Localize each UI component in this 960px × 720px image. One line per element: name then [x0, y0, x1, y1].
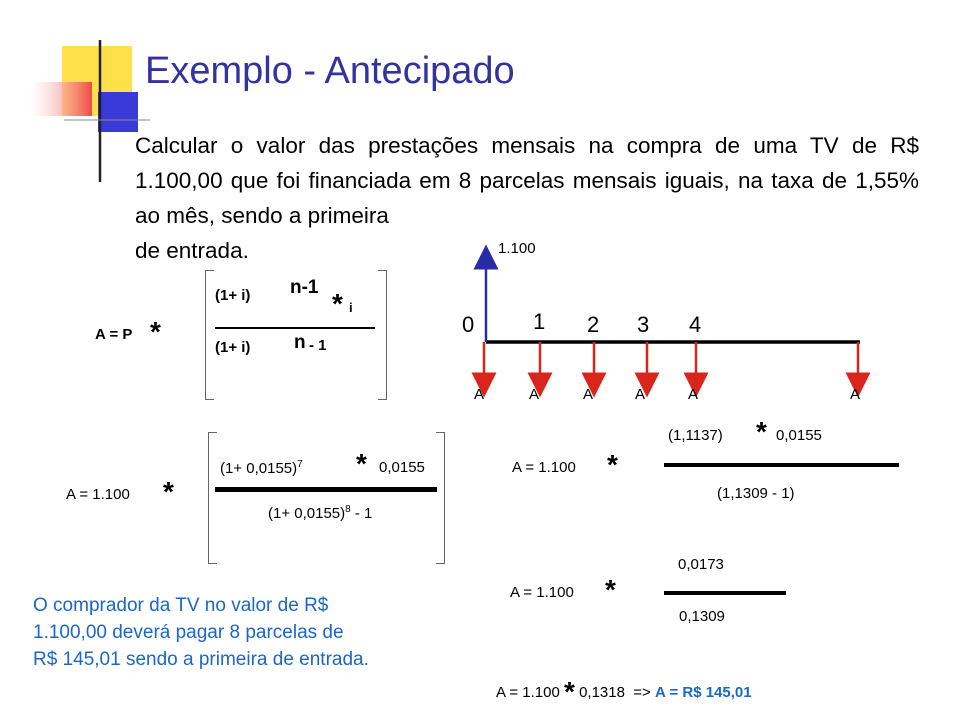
calc1-numerator [220, 459, 303, 477]
calc1-numerator-rate: 0,0155 [379, 459, 425, 476]
calc2-denominator: (1,1309 - 1) [717, 485, 795, 502]
payment-label-1: A [529, 386, 540, 403]
formula-multiply: * [150, 316, 161, 347]
payment-label-3: A [635, 386, 646, 403]
formula-denominator-exponent: n [294, 332, 306, 353]
calc1-bracket-left [208, 432, 217, 564]
formula-fraction-bar [215, 327, 375, 329]
cash-flow-diagram [440, 235, 890, 405]
problem-text: Calcular o valor das prestações mensais na compra de uma TV de R$ 1.100,00 que foi financiada em 8 parcelas mensais iguais, na taxa de 1,55% ao mês, sendo a primeira [135, 133, 919, 228]
calc1-denominator-base: (1+ 0,0155) [268, 505, 346, 522]
formula-denominator-minus: - 1 [309, 337, 327, 354]
calc2-numerator-multiply: * [756, 416, 767, 447]
formula-numerator-base: (1+ i) [215, 287, 251, 304]
problem-text-last: de entrada. [135, 238, 249, 263]
calc1-denominator-minus: - 1 [354, 505, 373, 522]
payment-label-7: A [850, 386, 861, 403]
calc2-numerator-left: (1,1137) [668, 427, 723, 444]
payment-label-4: A [688, 386, 699, 403]
final-lhs: A = 1.100 [496, 684, 560, 701]
corner-decoration [0, 0, 150, 190]
page-title: Exemplo - Antecipado [145, 50, 515, 92]
final-result: A = R$ 145,01 [655, 684, 752, 701]
payment-label-0: A [474, 386, 485, 403]
deco-red-square [30, 82, 92, 116]
calc2-fraction-bar [664, 463, 899, 467]
final-result-line [496, 676, 752, 708]
calc1-denominator [268, 504, 372, 522]
calc3-lhs: A = 1.100 [510, 584, 574, 601]
final-factor: 0,1318 [579, 684, 625, 701]
period-label-1: 1 [533, 309, 546, 334]
calc2-numerator-right: 0,0155 [776, 427, 822, 444]
calc1-numerator-base: (1+ 0,0155) [220, 460, 298, 477]
payment-label-2: A [583, 386, 594, 403]
final-arrow: => [633, 684, 651, 701]
calc1-lhs: A = 1.100 [66, 486, 130, 503]
calc1-numerator-exponent: 7 [297, 459, 303, 470]
calc1-multiply: * [163, 476, 174, 507]
present-value-label: 1.100 [498, 240, 536, 257]
formula-numerator-multiply: * [332, 288, 343, 319]
calc1-fraction-bar [215, 487, 437, 492]
period-label-3: 3 [637, 312, 650, 337]
calc2-lhs: A = 1.100 [512, 459, 576, 476]
calc3-multiply: * [605, 574, 616, 605]
calc1-bracket-right [436, 432, 445, 564]
calc3-numerator: 0,0173 [678, 556, 724, 573]
final-multiply: * [563, 676, 575, 707]
conclusion-note: O comprador da TV no valor de R$ 1.100,00 deverá pagar 8 parcelas de R$ 145,01 sendo a primeira de entrada. [33, 595, 369, 670]
formula-bracket-right [378, 270, 387, 400]
formula-numerator-rate: i [349, 300, 353, 315]
formula-numerator-exponent: n-1 [290, 277, 319, 298]
formula-denominator-base: (1+ i) [215, 339, 251, 356]
formula-bracket-left [205, 270, 214, 400]
calc1-numerator-multiply: * [356, 448, 367, 479]
formula-lhs: A = P [95, 326, 133, 343]
deco-blue-square [98, 92, 138, 132]
calc3-fraction-bar [664, 591, 786, 595]
calc3-denominator: 0,1309 [679, 608, 725, 625]
calc2-multiply: * [607, 449, 618, 480]
calc1-denominator-exponent: 8 [345, 504, 351, 515]
period-label-0: 0 [462, 312, 475, 337]
period-label-2: 2 [587, 312, 600, 337]
period-label-4: 4 [689, 312, 702, 337]
